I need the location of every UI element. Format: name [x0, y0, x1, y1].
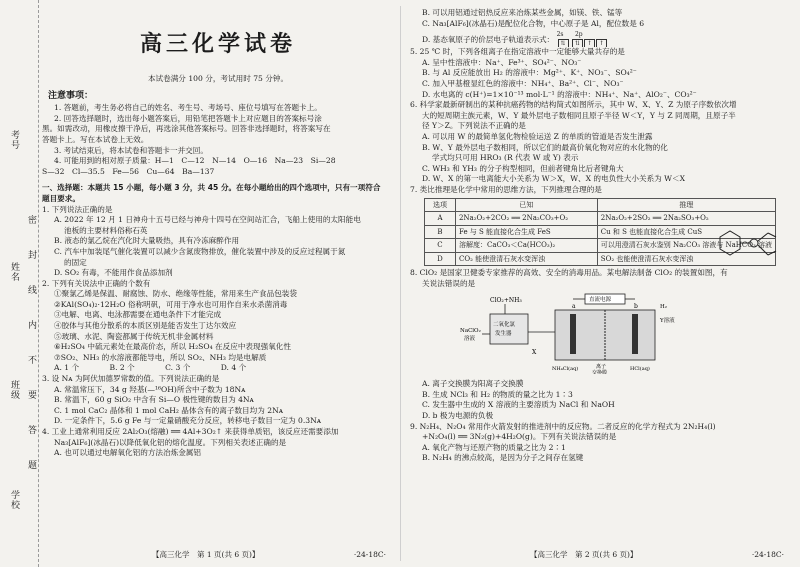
statement: ③电解、电离、电泳都需要在通电条件下才能完成: [54, 310, 222, 320]
diagram-label: NH₄Cl(aq): [552, 365, 579, 372]
option: A. 可以用 W 的最简单氢化物检验运送 Z 的单质的管道是否发生泄露: [422, 131, 653, 141]
seal-word: 要: [26, 390, 36, 400]
seal-word: 密: [26, 215, 36, 225]
table-header-cell: 选项: [425, 198, 456, 212]
table-cell: 2Na₂O₂+2CO₂ ══ 2Na₂CO₃+O₂: [455, 212, 597, 226]
question-4-stem: Na₃[AlF₆](冰晶石)以降低氧化铝的熔化温度。下列相关表述正确的是: [54, 437, 287, 447]
table-header: [425, 198, 776, 212]
section-heading: 一、选择题：本题共 15 小题，每小题 3 分，共 45 分。在每小题给出的四个选项中，只有一项符合: [42, 183, 381, 193]
question-1-stem: 1. 下列说法正确的是: [42, 204, 113, 214]
binding-margin: [0, 0, 39, 567]
table-cell: D: [425, 252, 456, 266]
diagram-label: 直流电源: [589, 296, 612, 303]
diagram-label: 二氧化氯: [493, 321, 516, 328]
diagram-label: H₂: [660, 303, 668, 310]
statement: ⑥H₂SO₄ 中硫元素处在最高价态，所以 H₂SO₄ 在反应中表现强氧化性: [54, 342, 291, 352]
table-row: [425, 212, 776, 226]
notice-line: 2. 回答选择题时，选出每小题答案后，用铅笔把答题卡上对应题目的答案标号涂: [54, 113, 322, 123]
question-8-stem: 8. ClO₂ 是国家卫健委专家推荐的高效、安全的消毒用品。某电解法制备 ClO₂ 的装置如图，有: [410, 268, 728, 278]
question-7-stem: 7. 类比推理是化学中常用的思维方法，下列推理合理的是: [410, 184, 602, 194]
diagram-label: X: [532, 348, 537, 356]
statement: ⑤玻璃、水泥、陶瓷都属于传统无机非金属材料: [54, 331, 214, 341]
orbital-2s-label: 2s: [556, 31, 564, 39]
seal-word: 线: [26, 285, 36, 295]
class-label: 班级: [9, 380, 19, 400]
table-cell: B: [425, 225, 456, 239]
seal-word: 不: [26, 355, 36, 365]
option: D. SO₂ 有毒，不能用作食品添加剂: [54, 268, 173, 278]
option: C. 发生器中生成的 X 溶液的主要溶质为 NaCl 和 NaOH: [422, 400, 615, 410]
page-divider: [400, 6, 401, 561]
question-9-stem: 9. N₂H₄、N₂O₄ 常用作火箭发射的推进剂中的反应物。二者反应的化学方程式为 2N₂H₄(l): [410, 421, 716, 431]
option: C. 1 mol CaC₂ 晶体和 1 mol CaH₂ 晶体含有的离子数目均为 2Nᴀ: [54, 405, 284, 415]
option: [410, 29, 792, 47]
option: B. 生成 NCl₃ 和 H₂ 的物质的量之比为 1∶3: [422, 389, 573, 399]
option: 学式均只可用 HRO₃ (R 代表 W 或 Y) 表示: [432, 153, 579, 163]
option: A. 离子交换膜为阳离子交换膜: [422, 379, 524, 389]
diagram-label: a: [572, 302, 576, 310]
notice-line: 答题卡上。写在本试卷上无效。: [42, 134, 149, 144]
question-3-stem: 3. 设 Nᴀ 为阿伏加德罗常数的值。下列说法正确的是: [42, 374, 220, 384]
option: C. 加入甲基橙显红色的溶液中：NH₄⁺、Ba²⁺、Cl⁻、NO₃⁻: [422, 78, 624, 88]
seal-word: 内: [26, 320, 36, 330]
question-6-stem: 6. 科学家最新研制出的某种抗癌药物的结构简式如图所示，其中 W、X、Y、Z 为原子序数依次增: [410, 100, 737, 110]
page-2: [410, 0, 792, 567]
diagram-label: NaClO₂: [460, 327, 481, 334]
molecule-structure-icon: [712, 225, 782, 265]
option: A. 2022 年 12 月 1 日神舟十五号已经与神舟十四号在空间站汇合，飞船上使用的太阳能电: [54, 215, 361, 225]
question-5-stem: 5. 25 ℃ 时，下列各组离子在指定溶液中一定能够大量共存的是: [410, 47, 625, 57]
diagram-label: ClO₂+NH₃: [490, 296, 522, 304]
seal-word: 答: [26, 425, 36, 435]
seal-word: 封: [26, 250, 36, 260]
table-cell: 可以用澄清石灰水鉴别 Na₂CO₃ 溶液与 NaHCO₃ 溶液: [597, 239, 775, 253]
option: A. 呈中性溶液中：Na⁺、Fe³⁺、SO₄²⁻、NO₃⁻: [422, 57, 582, 67]
page-footer: 【高三化学 第 1 页(共 6 页)】: [152, 550, 260, 560]
electrolysis-apparatus-diagram: [460, 292, 730, 374]
orbital-box: ⇅: [572, 39, 583, 47]
option: 池板的主要材料俗称石英: [64, 225, 148, 235]
notice-line: 4. 可能用到的相对原子质量：H—1 C—12 N—14 O—16 Na—23 Si—28: [54, 156, 336, 166]
option: D. 水电离的 c(H⁺)=1×10⁻¹³ mol·L⁻¹ 的溶液中：NH₄⁺、Na⁺、AlO₂⁻、CO₃²⁻: [422, 89, 697, 99]
diagram-label: 离子: [596, 363, 607, 370]
school-label: 学校: [9, 490, 19, 510]
diagram-label: b: [634, 302, 638, 310]
page-code: ·24-18C·: [353, 550, 386, 560]
page-footer: 【高三化学 第 2 页(共 6 页)】: [530, 550, 638, 560]
notice-line: S—32 Cl—35.5 Fe—56 Cu—64 Ba—137: [42, 166, 215, 176]
option: B. W、Y 最外层电子数相同，所以它们的最高价氧化物对应的水化物的化: [422, 142, 668, 152]
option: A. 氧化产物与还原产物的质量之比为 2∶1: [422, 442, 566, 452]
statement: ①聚氯乙烯是保温、耐腐蚀、防水、绝缘等性能，常用来生产食品包装袋: [54, 289, 297, 299]
option-row: A. 1 个 B. 2 个 C. 3 个 D. 4 个: [54, 363, 247, 373]
page-1: [42, 0, 394, 567]
option: B. N₂H₄ 的沸点较高，是因为分子之间存在氢键: [422, 453, 584, 463]
orbital-diagram: [557, 31, 607, 47]
option: D. W、X 的第一电离能大小关系为 W＞X，W、X 的电负性大小关系为 W＜X: [422, 174, 685, 184]
option: B. 常温下，60 g SiO₂ 中含有 Si—O 极性键的数目为 4Nᴀ: [54, 395, 254, 405]
orbital-box: ↑: [584, 39, 595, 47]
question-9-stem: +N₂O₄(l) ══ 3N₂(g)+4H₂O(g)。下列有关说法错误的是: [422, 432, 617, 442]
notice-title: 注意事项：: [48, 90, 94, 101]
table-cell: 溶解度：CaCO₃＜Ca(HCO₃)₂: [455, 239, 597, 253]
option: B. 可以用铝通过铝热反应来冶炼某些金属，如镁、铁、锰等: [422, 8, 623, 17]
option: B. 与 Al 反应能放出 H₂ 的溶液中：Mg²⁺、K⁺、NO₃⁻、SO₄²⁻: [422, 68, 637, 78]
diagram-label: Y溶液: [660, 317, 675, 324]
table-cell: CO₂ 能使澄清石灰水变浑浊: [455, 252, 597, 266]
table-header-cell: 已知: [455, 198, 597, 212]
notice-line: 黑。如需改动，用橡皮擦干净后，再选涂其他答案标号。回答非选择题时，将答案写在: [42, 124, 331, 134]
section-heading: 题目要求。: [42, 193, 80, 203]
question-8-stem: 关说法错误的是: [422, 279, 476, 289]
table-cell: SO₂ 也能使澄清石灰水变浑浊: [597, 252, 775, 266]
orbital-box: ↑: [596, 39, 607, 47]
option: D. 一定条件下，5.6 g Fe 与一定量硝酸充分反应，转移电子数目一定为 0.3Nᴀ: [54, 416, 322, 426]
diagram-label: HCl(aq): [630, 365, 650, 372]
option-text: D. 基态氧原子的价层电子轨道表示式：: [422, 35, 555, 45]
orbital-labels: [557, 31, 607, 39]
diagram-label: 发生器: [495, 330, 512, 337]
table-header-cell: 推理: [597, 198, 775, 212]
question-4-stem: 4. 工业上通常利用反应 2Al₂O₃(熔融) ══ 4Al+3O₂↑ 来获得单质铝，该反应还需要添加: [42, 427, 339, 436]
diagram-label: 溶液: [464, 335, 476, 342]
question-2-stem: 2. 下列有关说法中正确的个数有: [42, 278, 151, 288]
notice-line: 1. 答题前，考生务必将自己的姓名、考生号、考场号、座位号填写在答题卡上。: [54, 103, 322, 113]
question-6-stem: 大的短周期主族元素，W、Y 最外层电子数相同且原子半径 W＜Y，Y 与 Z 同周期，且原子半: [422, 110, 736, 120]
intro: 本试卷满分 100 分，考试用时 75 分钟。: [147, 74, 289, 83]
option: B. 液态的氯乙烷在汽化时大量吸热，具有冷冻麻醉作用: [54, 236, 240, 246]
notice-line: 3. 考试结束后，将本试卷和答题卡一并交回。: [54, 145, 208, 155]
diagram-label: 交换膜: [592, 369, 608, 374]
table-cell: A: [425, 212, 456, 226]
option: C. Na₃[AlF₆](冰晶石)是配位化合物，中心原子是 Al，配位数是 6: [422, 18, 645, 28]
option: A. 也可以通过电解氧化铝的方法冶炼金属铝: [54, 448, 201, 458]
table-cell: 2Na₂O₂+2SO₂ ══ 2Na₂SO₃+O₂: [597, 212, 775, 226]
statement: ④胶体与其他分散系的本质区别是能否发生丁达尔效应: [54, 321, 237, 331]
orbital-2p-label: 2p: [574, 31, 583, 39]
option: D. b 极为电源的负极: [422, 411, 494, 421]
seal-word: 题: [26, 460, 36, 470]
exam-no-label: 考号: [9, 130, 19, 150]
option: C. WH₃ 和 YH₃ 的分子构型相同，但前者键角比后者键角大: [422, 163, 624, 173]
question-6-stem: 径 Y＞Z。下列说法不正确的是: [422, 121, 526, 131]
page-code: ·24-18C·: [751, 550, 784, 560]
orbital-box: ⇅: [558, 39, 569, 47]
table-cell: Fe 与 S 能直接化合生成 FeS: [455, 225, 597, 239]
table-cell: Cu 和 S 也能直接化合生成 CuS: [597, 225, 775, 239]
statement: ②KAl(SO₄)₂·12H₂O 俗称明矾，可用于净水也可用作自来水杀菌消毒: [54, 299, 288, 309]
name-label: 姓名: [9, 262, 19, 282]
table-cell: C: [425, 239, 456, 253]
option: A. 常温常压下，34 g 羟基(—¹⁶OH)所含中子数为 18Nᴀ: [54, 384, 246, 394]
option: C. 汽车中加装尾气催化装置可以减少含氮废物排放，催化装置中涉及的反应过程属于氮: [54, 246, 346, 256]
statement: ⑦SO₂、NH₃ 的水溶液都能导电，所以 SO₂、NH₃ 均是电解质: [54, 352, 267, 362]
option: 的固定: [64, 257, 87, 267]
page-title: 高三化学试卷: [139, 32, 296, 57]
